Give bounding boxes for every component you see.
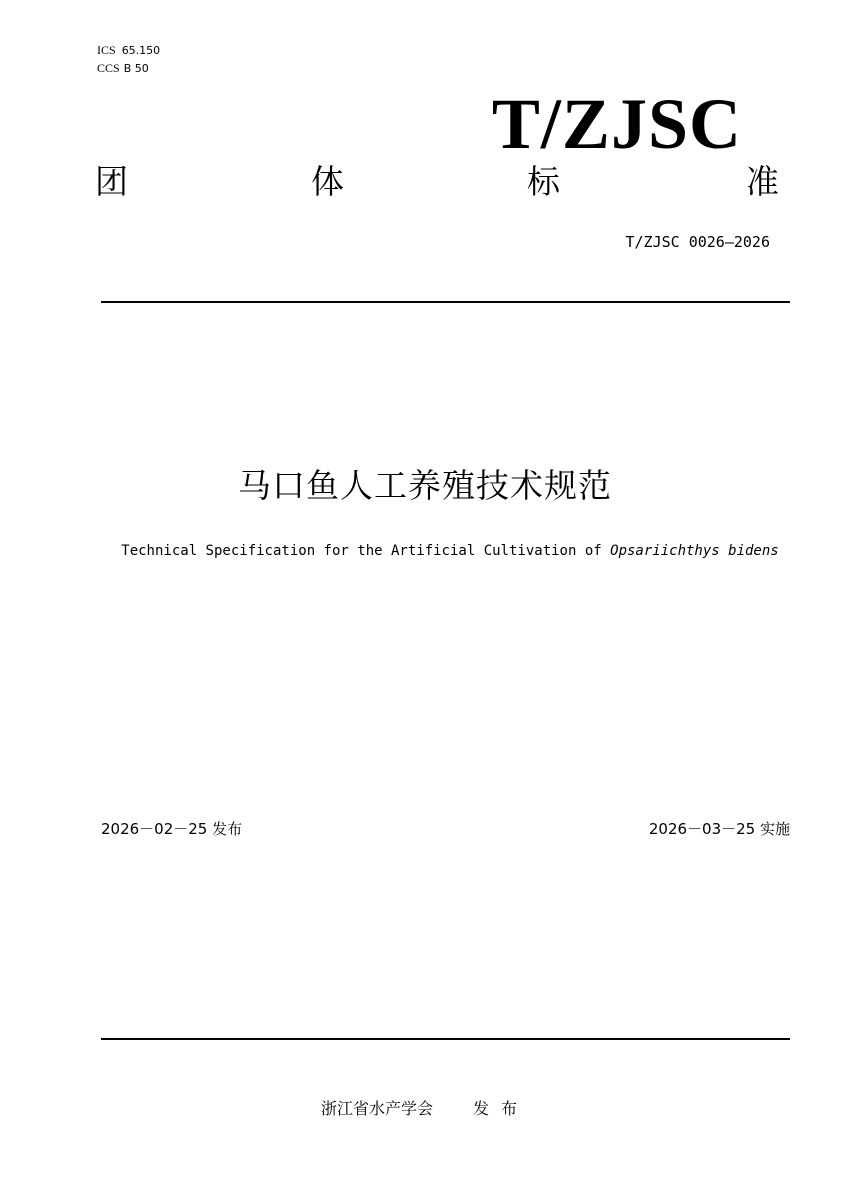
species-scientific-name: Opsariichthys bidens xyxy=(610,543,779,559)
standard-type-char-1: 团 xyxy=(95,162,128,201)
standard-type-char-2: 体 xyxy=(311,162,344,201)
publisher-line xyxy=(0,1098,850,1120)
ics-classification xyxy=(97,43,160,58)
standard-type-char-3: 标 xyxy=(527,162,560,201)
publisher-name: 浙江省水产学会 xyxy=(320,1099,433,1118)
ics-label: ICS xyxy=(97,43,116,57)
issue-date: 2026－02－25 发布 xyxy=(101,820,243,838)
bottom-divider xyxy=(101,1038,790,1040)
implementation-date: 2026－03－25 实施 xyxy=(648,820,790,838)
ccs-label: CCS xyxy=(97,61,120,75)
title-english-text: Technical Specification for the Artificial Cultivation of xyxy=(121,543,611,559)
ccs-value: B 50 xyxy=(123,62,149,75)
publish-label: 发布 xyxy=(473,1099,530,1118)
title-english xyxy=(100,539,800,563)
organization-code: T/ZJSC xyxy=(491,84,742,164)
top-divider xyxy=(101,301,790,303)
ics-value: 65.150 xyxy=(121,44,161,57)
ccs-classification xyxy=(97,61,149,76)
title-chinese: 马口鱼人工养殖技术规范 xyxy=(238,466,612,505)
standard-type-char-4: 准 xyxy=(746,162,779,201)
standard-number: T/ZJSC 0026—2026 xyxy=(625,233,770,251)
